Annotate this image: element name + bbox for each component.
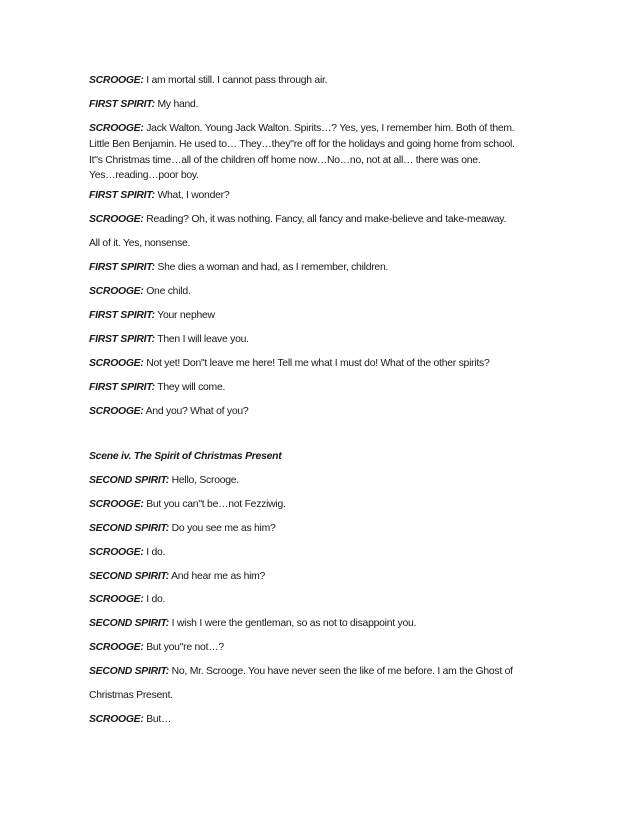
dialogue-text: Reading? Oh, it was nothing. Fancy, all fancy and make-believe and take-meaway.: [143, 214, 507, 225]
dialogue-line: [89, 570, 568, 583]
dialogue-line: [89, 546, 568, 559]
dialogue-line: [89, 333, 568, 346]
dialogue-continuation: [89, 154, 568, 167]
speaker-name: SCROOGE:: [89, 214, 144, 225]
dialogue-continuation: [89, 169, 568, 182]
speaker-name: SCROOGE:: [89, 286, 144, 297]
dialogue-text: Your nephew: [154, 310, 215, 321]
dialogue-continuation: [89, 689, 568, 702]
speaker-name: SECOND SPIRIT:: [89, 475, 170, 486]
speaker-name: SCROOGE:: [89, 358, 144, 369]
speaker-name: SCROOGE:: [89, 714, 144, 725]
speaker-name: SCROOGE:: [89, 499, 144, 510]
dialogue-line: [89, 189, 568, 202]
dialogue-continuation: [89, 138, 568, 151]
dialogue-text: Do you see me as him?: [169, 523, 276, 534]
dialogue-text: Little Ben Benjamin. He used to… They…they"re off for the holidays and going home from school.: [89, 139, 515, 150]
dialogue-text: They will come.: [154, 382, 226, 393]
dialogue-text: Jack Walton. Young Jack Walton. Spirits…? Yes, yes, I remember him. Both of them.: [143, 123, 515, 134]
scene-heading: [89, 450, 568, 463]
dialogue-line: [89, 213, 568, 226]
dialogue-line: [89, 74, 568, 87]
dialogue-line: [89, 522, 568, 535]
dialogue-text: And hear me as him?: [169, 571, 266, 582]
speaker-name: SCROOGE:: [89, 594, 144, 605]
dialogue-text: But…: [143, 714, 172, 725]
dialogue-continuation: [89, 237, 568, 250]
dialogue-text: Then I will leave you.: [154, 334, 249, 345]
dialogue-text: Yes…reading…poor boy.: [89, 170, 199, 181]
dialogue-text: But you can"t be…not Fezziwig.: [143, 499, 286, 510]
speaker-name: SCROOGE:: [89, 123, 144, 134]
speaker-name: SECOND SPIRIT:: [89, 571, 170, 582]
dialogue-text: One child.: [143, 286, 191, 297]
dialogue-line: [89, 713, 568, 726]
scene-title: Scene iv. The Spirit of Christmas Present: [89, 451, 282, 462]
dialogue-line: [89, 593, 568, 606]
speaker-name: SECOND SPIRIT:: [89, 666, 170, 677]
dialogue-line: [89, 381, 568, 394]
dialogue-line: [89, 405, 568, 418]
dialogue-text: Not yet! Don"t leave me here! Tell me what I must do! What of the other spirits?: [143, 358, 490, 369]
dialogue-text: I am mortal still. I cannot pass through air.: [143, 75, 328, 86]
dialogue-text: What, I wonder?: [154, 190, 230, 201]
dialogue-text: My hand.: [154, 99, 199, 110]
dialogue-line: [89, 474, 568, 487]
speaker-name: FIRST SPIRIT:: [89, 262, 155, 273]
speaker-name: FIRST SPIRIT:: [89, 99, 155, 110]
dialogue-line: [89, 122, 568, 135]
speaker-name: SCROOGE:: [89, 547, 144, 558]
dialogue-line: [89, 285, 568, 298]
dialogue-text: No, Mr. Scrooge. You have never seen the like of me before. I am the Ghost of: [169, 666, 513, 677]
speaker-name: SECOND SPIRIT:: [89, 523, 170, 534]
dialogue-line: [89, 665, 568, 678]
dialogue-text: It"s Christmas time…all of the children off home now…No…no, not at all… there was one.: [89, 155, 481, 166]
speaker-name: SCROOGE:: [89, 75, 144, 86]
dialogue-line: [89, 309, 568, 322]
dialogue-text: Christmas Present.: [89, 690, 173, 701]
dialogue-text: And you? What of you?: [143, 406, 249, 417]
dialogue-text: All of it. Yes, nonsense.: [89, 238, 191, 249]
dialogue-line: [89, 357, 568, 370]
speaker-name: SCROOGE:: [89, 406, 144, 417]
speaker-name: FIRST SPIRIT:: [89, 334, 155, 345]
dialogue-text: She dies a woman and had, as I remember, children.: [154, 262, 389, 273]
speaker-name: FIRST SPIRIT:: [89, 382, 155, 393]
dialogue-text: I do.: [143, 594, 166, 605]
dialogue-line: [89, 498, 568, 511]
dialogue-line: [89, 617, 568, 630]
dialogue-text: Hello, Scrooge.: [169, 475, 239, 486]
dialogue-text: I do.: [143, 547, 166, 558]
speaker-name: FIRST SPIRIT:: [89, 190, 155, 201]
speaker-name: FIRST SPIRIT:: [89, 310, 155, 321]
dialogue-text: But you"re not…?: [143, 642, 224, 653]
speaker-name: SECOND SPIRIT:: [89, 618, 170, 629]
dialogue-line: [89, 98, 568, 111]
dialogue-line: [89, 261, 568, 274]
speaker-name: SCROOGE:: [89, 642, 144, 653]
dialogue-text: I wish I were the gentleman, so as not to disappoint you.: [169, 618, 417, 629]
dialogue-line: [89, 641, 568, 654]
